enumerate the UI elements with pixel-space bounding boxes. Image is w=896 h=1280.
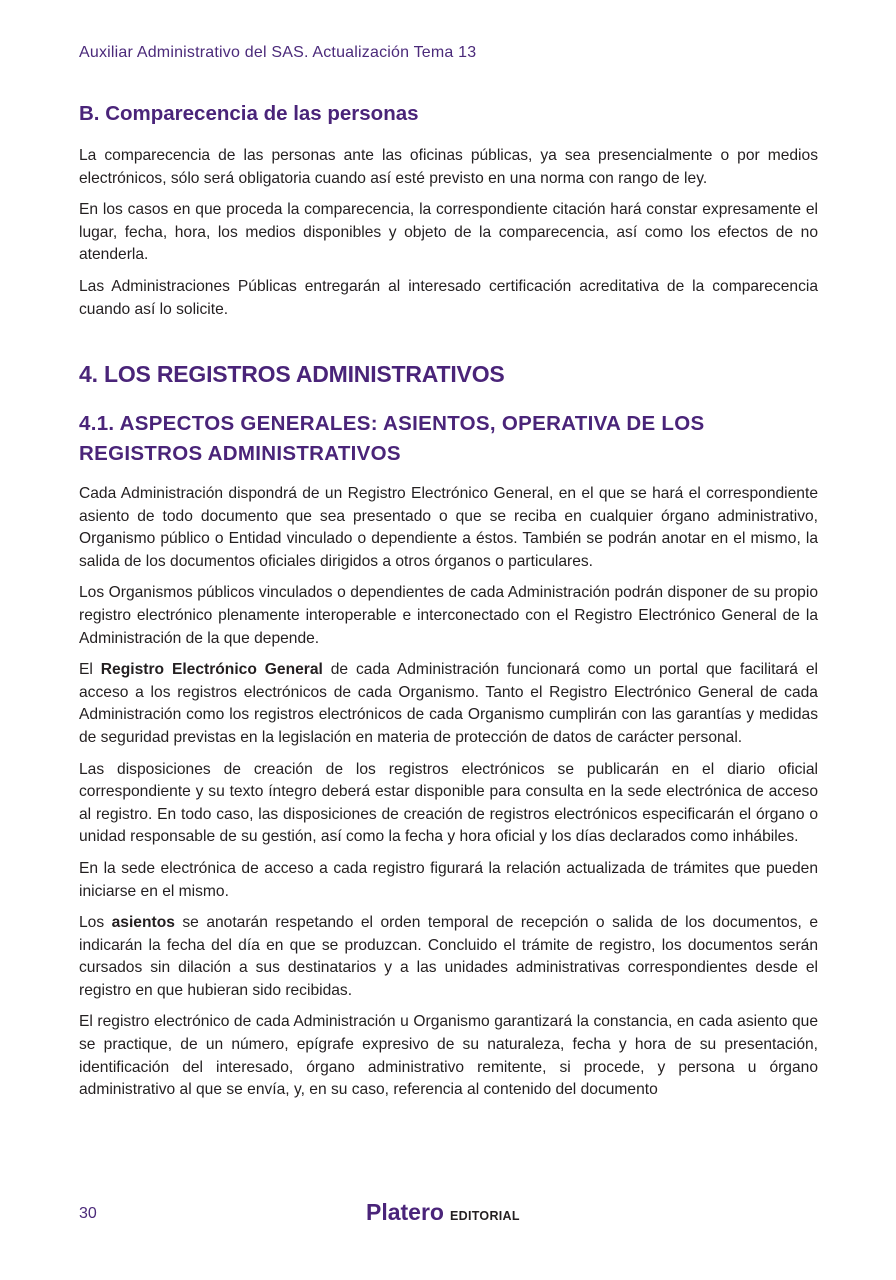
paragraph: Cada Administración dispondrá de un Registro Electrónico General, en el que se hará el correspondiente asiento de todo documento que sea presentado o que se reciba en cualquier órgano administrativo, Organismo público o Entidad vinculado o dependiente a éstos. También se podrán anotar en el mismo, la salida de los documentos oficiales dirigidos a otros órganos o particulares. bbox=[79, 485, 818, 570]
section-b-title: B. Comparecencia de las personas bbox=[79, 102, 419, 125]
paragraph: Los Organismos públicos vinculados o dependientes de cada Administración podrán disponer de su propio registro electrónico plenamente interoperable e interconectado con el Registro Electrónico General de la Administración de la que depende. bbox=[79, 584, 818, 647]
paragraph bbox=[79, 912, 818, 1002]
paragraph: En los casos en que proceda la comparecencia, la correspondiente citación hará constar expresamente el lugar, fecha, hora, los medios disponibles y objeto de la comparecencia, así como los efectos de no atenderla. bbox=[79, 201, 818, 264]
page-number: 30 bbox=[79, 1205, 97, 1222]
bold-term: Registro Electrónico General bbox=[100, 661, 323, 679]
logo-brand: Platero bbox=[366, 1199, 444, 1225]
bold-term: asientos bbox=[111, 914, 175, 932]
text: Los bbox=[79, 914, 112, 932]
paragraph: Las disposiciones de creación de los registros electrónicos se publicarán en el diario oficial correspondiente y su texto íntegro deberá estar disponible para consulta en la sede electrónica de acceso al registro. En todo caso, las disposiciones de creación de registros electrónicos especificarán el órgano o unidad responsable de su gestión, así como la fecha y hora oficial y los días declarados como inhábiles. bbox=[79, 760, 818, 846]
section-b-body bbox=[79, 145, 818, 330]
section-4-1-title: 4.1. ASPECTOS GENERALES: ASIENTOS, OPERATIVA DE LOS REGISTROS ADMINISTRATIVOS bbox=[79, 412, 705, 465]
paragraph bbox=[79, 659, 818, 749]
text: El bbox=[79, 661, 101, 679]
paragraph: En la sede electrónica de acceso a cada registro figurará la relación actualizada de trámites que pueden iniciarse en el mismo. bbox=[79, 859, 818, 900]
text: de cada Administración funcionará como un portal que facilitará el acceso a los registros electrónicos de cada Organismo. Tanto el Registro Electrónico General de cada Administración como los registros electrónicos de cada Organismo cumplirán con las garantías y medidas de seguridad previstas en la legislación en materia de protección de datos de carácter personal. bbox=[79, 661, 818, 746]
paragraph: El registro electrónico de cada Administración u Organismo garantizará la constancia, en cada asiento que se practique, de un número, epígrafe expresivo de su naturaleza, fecha y hora de su presentación, identificación del interesado, órgano administrativo remitente, si procede, y persona u órgano administrativo al que se envía, y, en su caso, referencia al contenido del documento bbox=[79, 1013, 818, 1099]
section-4-title: 4. LOS REGISTROS ADMINISTRATIVOS bbox=[79, 361, 505, 387]
paragraph: La comparecencia de las personas ante las oficinas públicas, ya sea presencialmente o por medios electrónicos, sólo será obligatoria cuando así esté previsto en una norma con rango de ley. bbox=[79, 147, 818, 187]
logo-suffix: EDITORIAL bbox=[449, 1209, 520, 1223]
running-header: Auxiliar Administrativo del SAS. Actualización Tema 13 bbox=[79, 44, 477, 61]
text: se anotarán respetando el orden temporal de recepción o salida de los documentos, e indicarán la fecha del día en que se produzcan. Concluido el trámite de registro, los documentos serán cursados sin dilación a sus destinatarios y a las unidades administrativas correspondientes desde el registro en que hubieran sido recibidas. bbox=[79, 914, 818, 999]
publisher-logo bbox=[366, 1199, 520, 1226]
paragraph: Las Administraciones Públicas entregarán al interesado certificación acreditativa de la comparecencia cuando así lo solicite. bbox=[79, 277, 818, 318]
section-4-body bbox=[79, 483, 818, 1111]
